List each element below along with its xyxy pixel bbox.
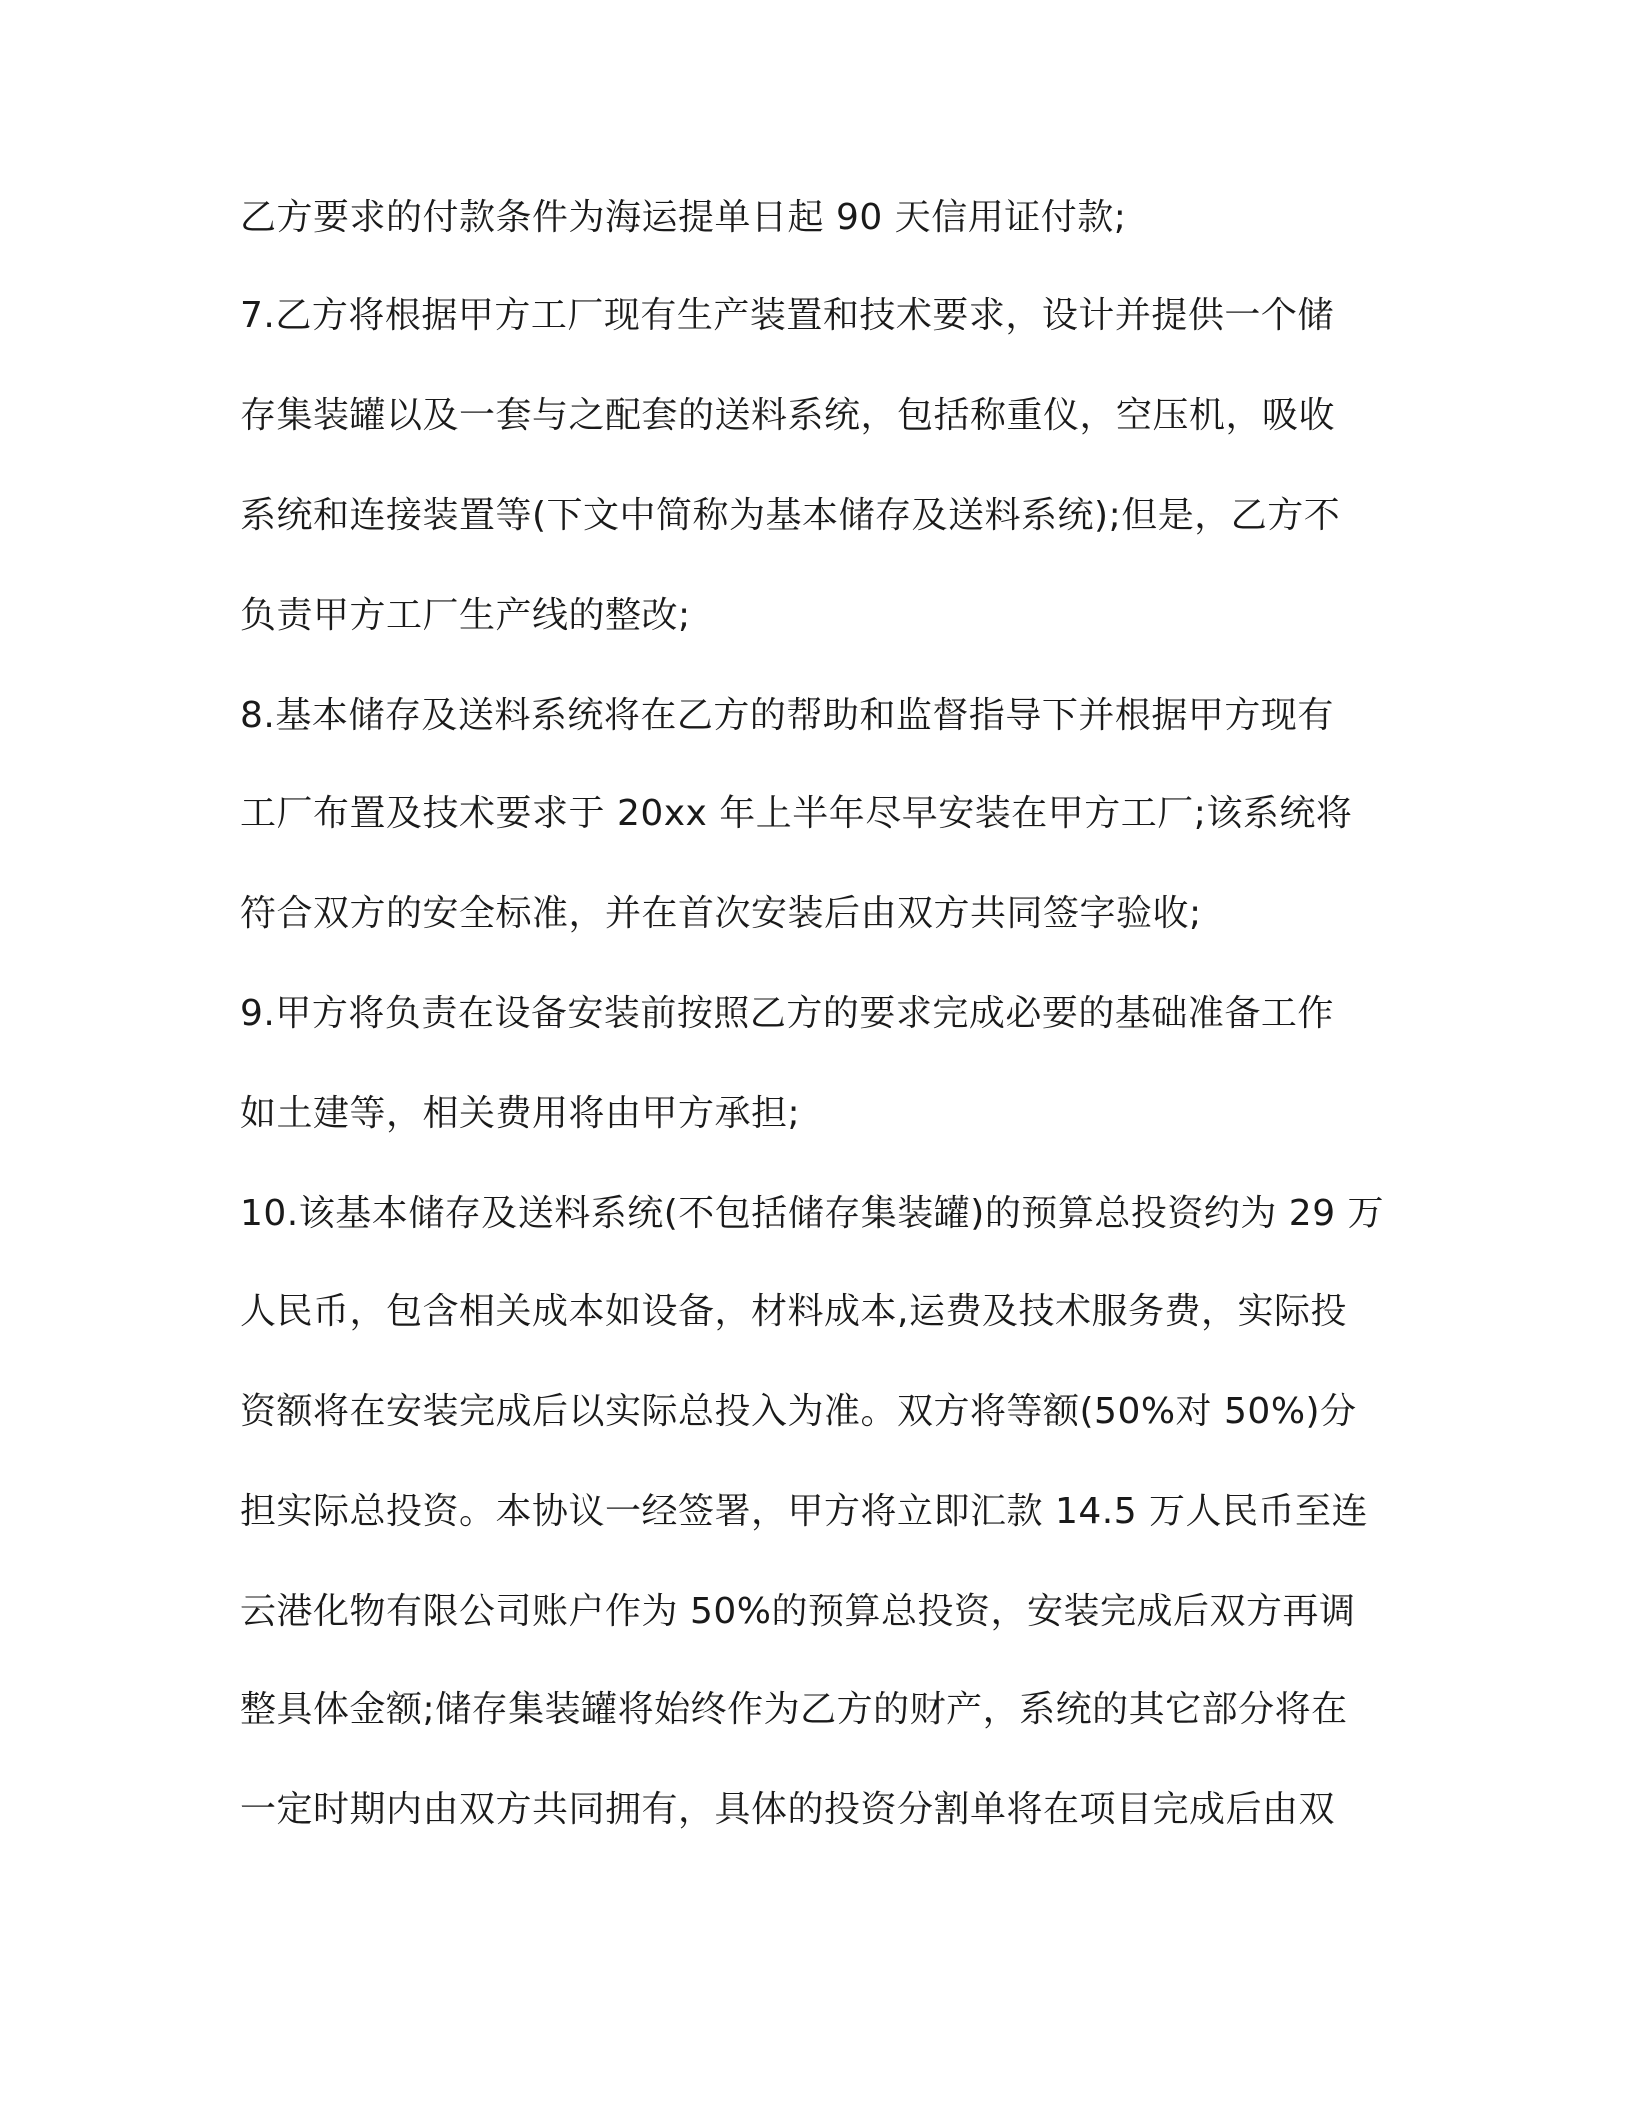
text-line-17: 一定时期内由双方共同拥有，具体的投资分割单将在项目完成后由双	[240, 1789, 1336, 1830]
text-line-11: 10.该基本储存及送料系统(不包括储存集装罐)的预算总投资约为 29 万	[240, 1193, 1385, 1234]
text-line-1: 乙方要求的付款条件为海运提单日起 90 天信用证付款;	[240, 197, 1127, 238]
text-line-15: 云港化物有限公司账户作为 50%的预算总投资，安装完成后双方再调	[240, 1591, 1356, 1632]
text-line-5: 负责甲方工厂生产线的整改;	[240, 595, 691, 636]
text-line-3: 存集装罐以及一套与之配套的送料系统，包括称重仪，空压机，吸收	[240, 395, 1336, 436]
text-line-12: 人民币，包含相关成本如设备，材料成本,运费及技术服务费，实际投	[240, 1291, 1347, 1332]
text-line-10: 如土建等，相关费用将由甲方承担;	[240, 1093, 801, 1134]
text-line-6: 8.基本储存及送料系统将在乙方的帮助和监督指导下并根据甲方现有	[240, 695, 1334, 736]
text-line-2: 7.乙方将根据甲方工厂现有生产装置和技术要求，设计并提供一个储	[240, 295, 1334, 336]
text-line-13: 资额将在安装完成后以实际总投入为准。双方将等额(50%对 50%)分	[240, 1391, 1357, 1432]
text-line-16: 整具体金额;储存集装罐将始终作为乙方的财产，系统的其它部分将在	[240, 1689, 1348, 1730]
text-line-9: 9.甲方将负责在设备安装前按照乙方的要求完成必要的基础准备工作	[240, 993, 1334, 1034]
text-line-4: 系统和连接装置等(下文中简称为基本储存及送料系统);但是，乙方不	[240, 495, 1341, 536]
text-line-7: 工厂布置及技术要求于 20xx 年上半年尽早安装在甲方工厂;该系统将	[240, 793, 1353, 834]
text-line-14: 担实际总投资。本协议一经签署，甲方将立即汇款 14.5 万人民币至连	[240, 1491, 1369, 1532]
text-line-8: 符合双方的安全标准，并在首次安装后由双方共同签字验收;	[240, 893, 1202, 934]
